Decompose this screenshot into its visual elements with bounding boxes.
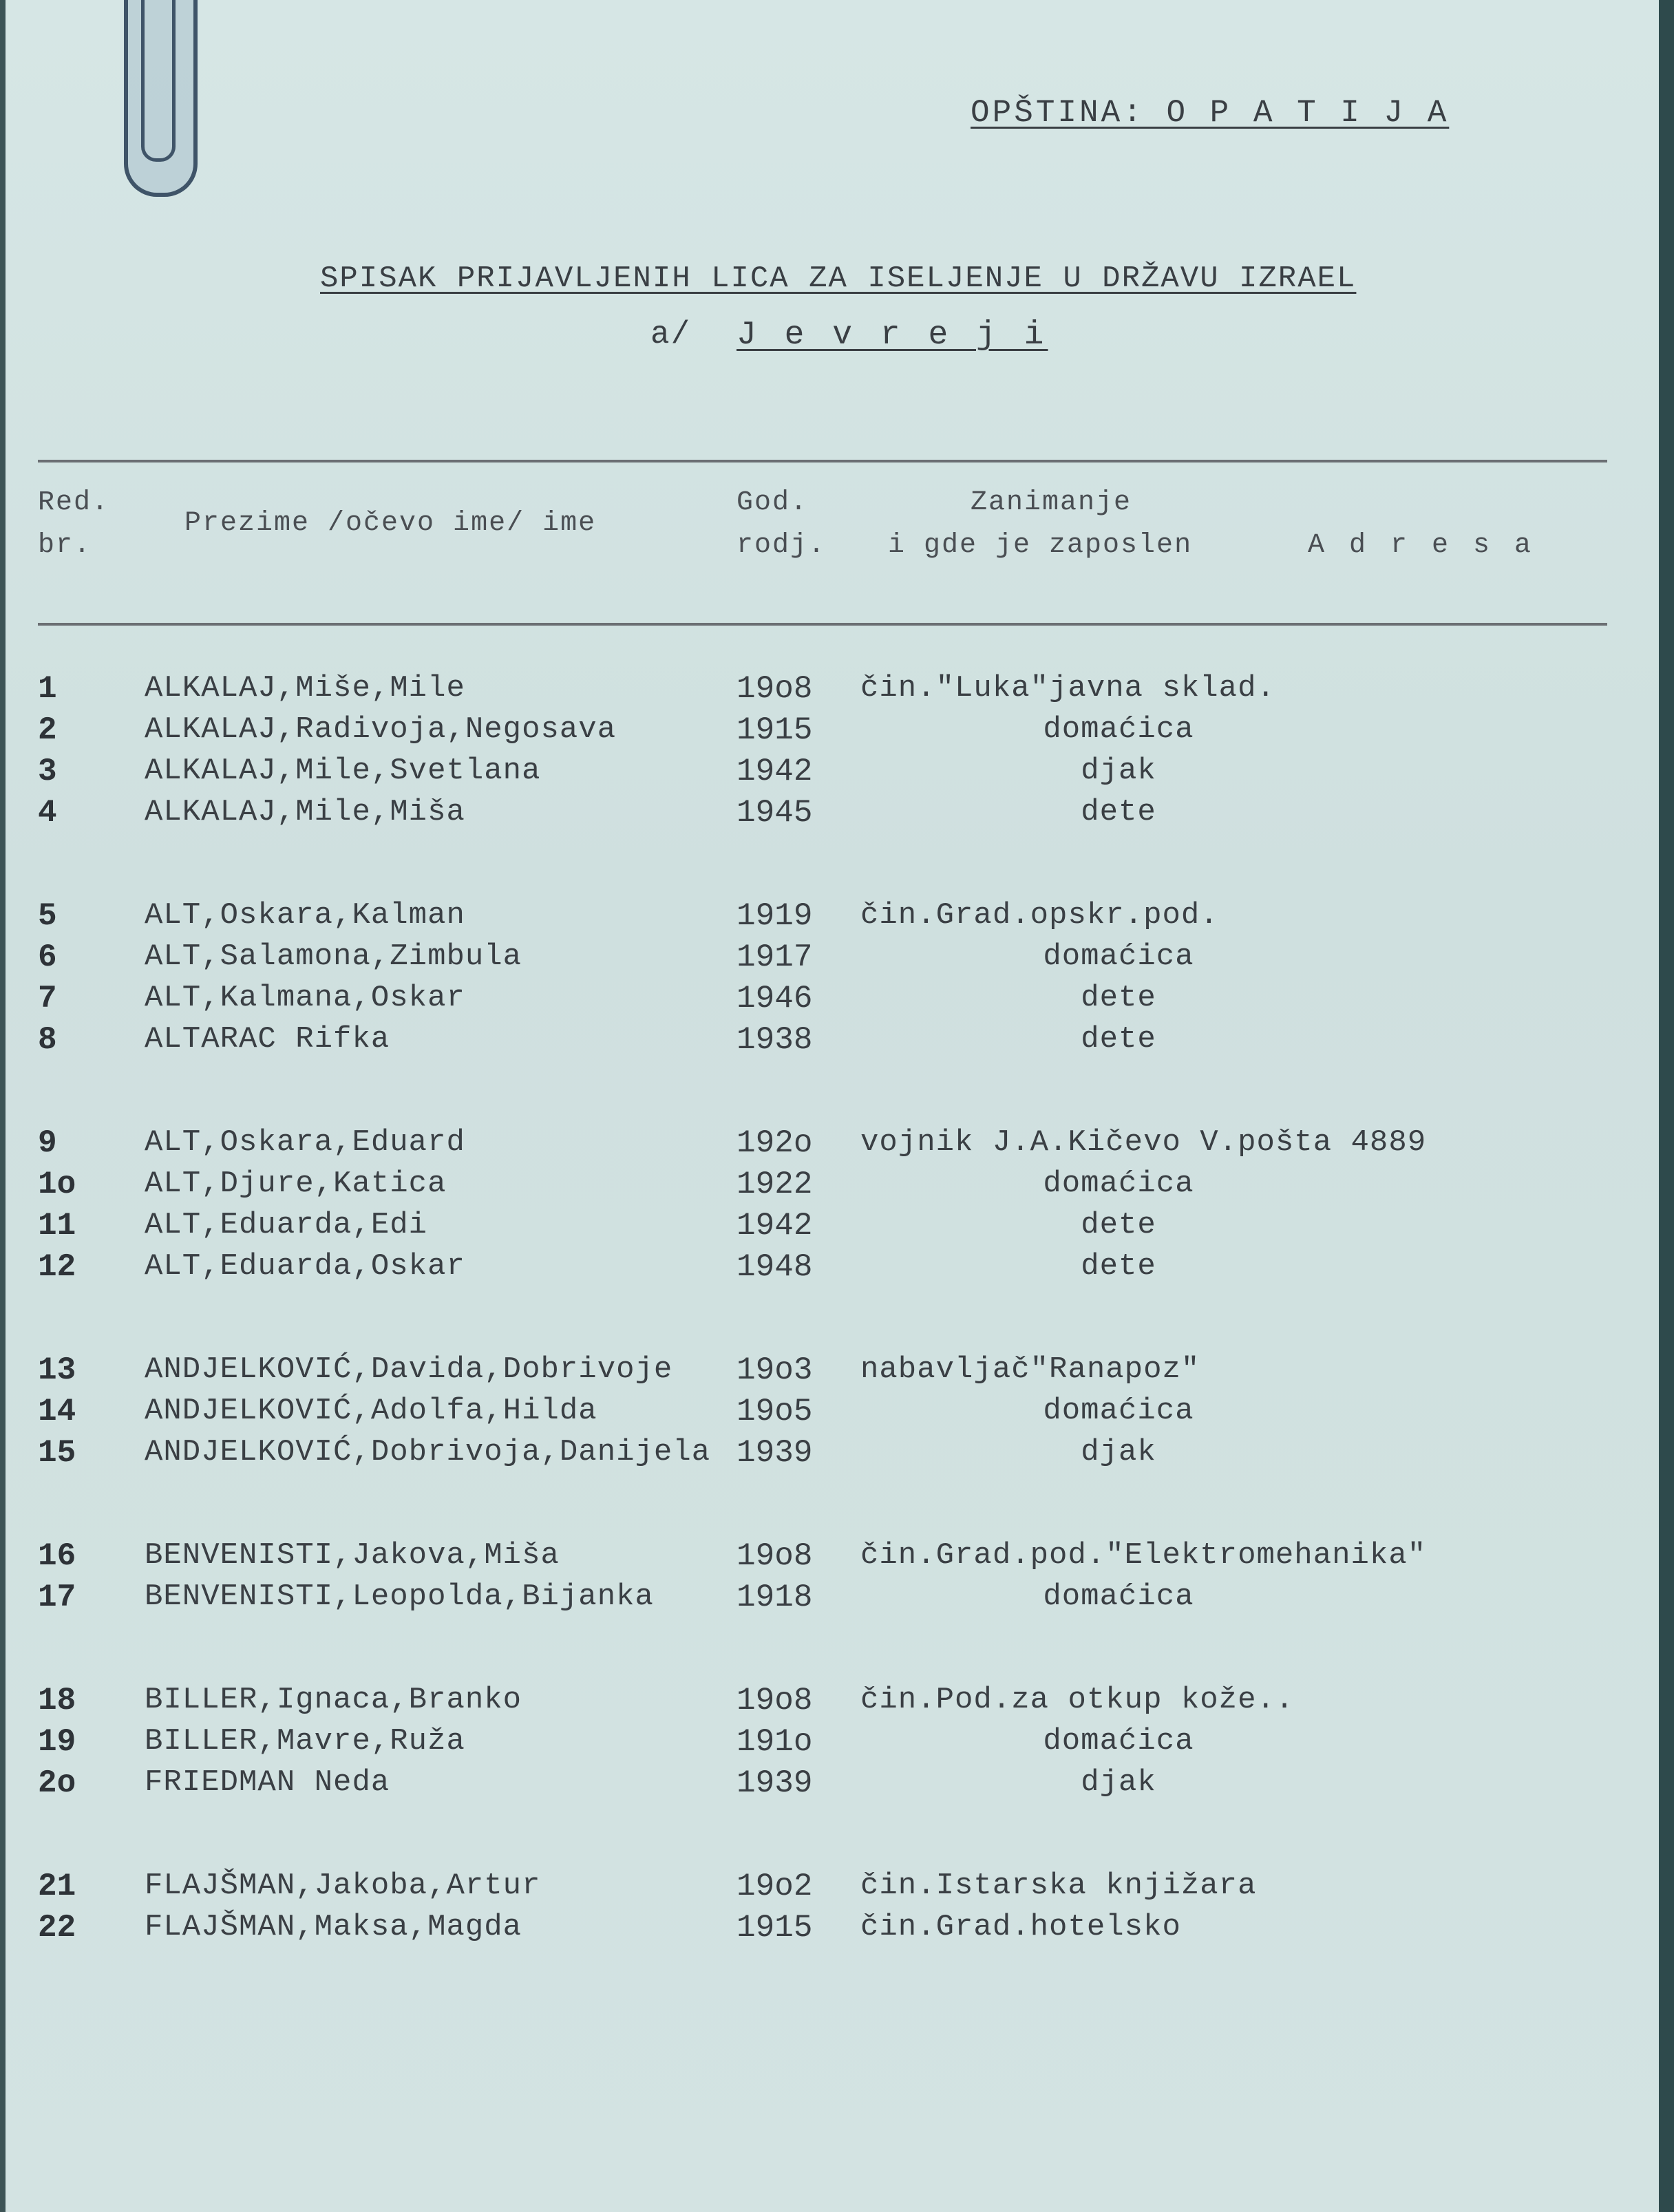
row-number: 1o — [38, 1167, 76, 1202]
row-occupation: dete — [1081, 981, 1156, 1015]
row-number: 19 — [38, 1724, 76, 1760]
row-name: ALT,Oskara,Kalman — [145, 898, 465, 933]
column-header-job-2: i gde je zaposlen — [888, 530, 1193, 561]
row-name: FLAJŠMAN,Jakoba,Artur — [145, 1869, 541, 1903]
row-number: 22 — [38, 1910, 76, 1946]
table-row — [0, 1167, 1674, 1208]
row-occupation: domaćica — [1043, 1724, 1194, 1758]
row-birth-year: 19o5 — [737, 1394, 813, 1429]
row-birth-year: 1942 — [737, 1208, 813, 1244]
column-header-no-1: Red. — [38, 487, 110, 518]
row-occupation: čin.Pod.za otkup kože.. — [860, 1683, 1295, 1717]
table-row — [0, 1869, 1674, 1910]
column-header-no-2: br. — [38, 530, 92, 561]
row-birth-year: 1915 — [737, 1910, 813, 1946]
row-number: 21 — [38, 1869, 76, 1904]
row-number: 17 — [38, 1580, 76, 1615]
row-name: ALT,Kalmana,Oskar — [145, 981, 465, 1015]
row-occupation: čin."Luka"javna sklad. — [860, 671, 1275, 705]
row-occupation: čin.Grad.pod."Elektromehanika" — [860, 1538, 1427, 1573]
paper-clip-inner-icon — [141, 0, 176, 162]
row-number: 11 — [38, 1208, 76, 1244]
row-number: 8 — [38, 1022, 57, 1058]
table-row — [0, 795, 1674, 836]
row-occupation: dete — [1081, 1208, 1156, 1242]
row-birth-year: 1945 — [737, 795, 813, 831]
table-row — [0, 898, 1674, 939]
row-number: 5 — [38, 898, 57, 934]
table-row — [0, 981, 1674, 1022]
table-row — [0, 754, 1674, 795]
row-occupation: domaćica — [1043, 1580, 1194, 1614]
row-number: 15 — [38, 1435, 76, 1471]
row-birth-year: 192o — [737, 1125, 813, 1161]
row-name: ALT,Oskara,Eduard — [145, 1125, 465, 1160]
table-row — [0, 1125, 1674, 1167]
row-occupation: vojnik J.A.Kičevo V.pošta 4889 — [860, 1125, 1427, 1160]
row-occupation: domaćica — [1043, 1167, 1194, 1201]
column-header-year-1: God. — [737, 487, 809, 518]
row-occupation: djak — [1081, 1435, 1156, 1469]
row-birth-year: 19o8 — [737, 671, 813, 707]
row-number: 7 — [38, 981, 57, 1017]
row-occupation: čin.Grad.opskr.pod. — [860, 898, 1219, 933]
row-name: ANDJELKOVIĆ,Dobrivoja,Danijela — [145, 1435, 711, 1469]
table-row — [0, 1538, 1674, 1580]
row-birth-year: 19o3 — [737, 1352, 813, 1388]
table-row — [0, 1435, 1674, 1476]
row-name: BILLER,Mavre,Ruža — [145, 1724, 465, 1758]
row-occupation: čin.Istarska knjižara — [860, 1869, 1257, 1903]
row-occupation: domaćica — [1043, 939, 1194, 974]
row-number: 16 — [38, 1538, 76, 1574]
row-number: 13 — [38, 1352, 76, 1388]
table-row — [0, 671, 1674, 712]
row-number: 2o — [38, 1765, 76, 1801]
row-name: BENVENISTI,Leopolda,Bijanka — [145, 1580, 654, 1614]
municipality-label: OPŠTINA: O P A T I J A — [971, 95, 1450, 131]
row-birth-year: 1922 — [737, 1167, 813, 1202]
table-row — [0, 1910, 1674, 1951]
row-name: FRIEDMAN Neda — [145, 1765, 390, 1800]
row-birth-year: 1948 — [737, 1249, 813, 1285]
table-header-rule — [38, 623, 1607, 626]
table-row — [0, 1683, 1674, 1724]
row-birth-year: 1938 — [737, 1022, 813, 1058]
row-birth-year: 1919 — [737, 898, 813, 934]
row-name: BILLER,Ignaca,Branko — [145, 1683, 522, 1717]
row-birth-year: 1918 — [737, 1580, 813, 1615]
row-occupation: čin.Grad.hotelsko — [860, 1910, 1181, 1944]
row-name: ALT,Eduarda,Edi — [145, 1208, 428, 1242]
column-header-year-2: rodj. — [737, 530, 827, 561]
row-name: ALT,Salamona,Zimbula — [145, 939, 522, 974]
table-row — [0, 1352, 1674, 1394]
table-row — [0, 1022, 1674, 1063]
row-number: 3 — [38, 754, 57, 789]
table-row — [0, 1394, 1674, 1435]
row-birth-year: 1915 — [737, 712, 813, 748]
row-name: ALKALAJ,Mile,Svetlana — [145, 754, 541, 788]
row-name: ALKALAJ,Radivoja,Negosava — [145, 712, 617, 747]
table-row — [0, 1724, 1674, 1765]
row-name: ALT,Djure,Katica — [145, 1167, 447, 1201]
row-birth-year: 1939 — [737, 1435, 813, 1471]
row-number: 9 — [38, 1125, 57, 1161]
row-birth-year: 191o — [737, 1724, 813, 1760]
row-name: ALT,Eduarda,Oskar — [145, 1249, 465, 1284]
row-birth-year: 1946 — [737, 981, 813, 1017]
row-birth-year: 1939 — [737, 1765, 813, 1801]
row-occupation: dete — [1081, 1022, 1156, 1056]
row-name: ANDJELKOVIĆ,Davida,Dobrivoje — [145, 1352, 673, 1387]
table-row — [0, 1249, 1674, 1290]
row-birth-year: 19o2 — [737, 1869, 813, 1904]
row-occupation: djak — [1081, 1765, 1156, 1800]
row-birth-year: 19o8 — [737, 1683, 813, 1719]
table-row — [0, 1765, 1674, 1807]
table-row — [0, 939, 1674, 981]
row-number: 1 — [38, 671, 57, 707]
row-name: FLAJŠMAN,Maksa,Magda — [145, 1910, 522, 1944]
row-occupation: dete — [1081, 1249, 1156, 1284]
row-number: 4 — [38, 795, 57, 831]
row-occupation: nabavljač"Ranapoz" — [860, 1352, 1200, 1387]
row-occupation: domaćica — [1043, 712, 1194, 747]
row-birth-year: 1917 — [737, 939, 813, 975]
row-number: 14 — [38, 1394, 76, 1429]
row-number: 2 — [38, 712, 57, 748]
table-top-rule — [38, 460, 1607, 462]
row-occupation: djak — [1081, 754, 1156, 788]
subtitle-prefix: a/ — [650, 317, 692, 352]
row-name: ALTARAC Rifka — [145, 1022, 390, 1056]
row-birth-year: 19o8 — [737, 1538, 813, 1574]
column-header-name: Prezime /očevo ime/ ime — [184, 508, 597, 539]
table-row — [0, 1208, 1674, 1249]
row-name: ALKALAJ,Miše,Mile — [145, 671, 465, 705]
row-name: ALKALAJ,Mile,Miša — [145, 795, 465, 829]
column-header-job-1: Zanimanje — [971, 487, 1132, 518]
row-name: BENVENISTI,Jakova,Miša — [145, 1538, 560, 1573]
row-name: ANDJELKOVIĆ,Adolfa,Hilda — [145, 1394, 597, 1428]
table-row — [0, 1580, 1674, 1621]
row-occupation: dete — [1081, 795, 1156, 829]
row-number: 18 — [38, 1683, 76, 1719]
column-header-address: A d r e s a — [1308, 530, 1536, 561]
row-birth-year: 1942 — [737, 754, 813, 789]
row-number: 12 — [38, 1249, 76, 1285]
row-occupation: domaćica — [1043, 1394, 1194, 1428]
row-number: 6 — [38, 939, 57, 975]
table-row — [0, 712, 1674, 754]
document-title: SPISAK PRIJAVLJENIH LICA ZA ISELJENJE U DRŽAVU IZRAEL — [320, 262, 1357, 296]
document-subtitle: J e v r e j i — [737, 317, 1048, 354]
